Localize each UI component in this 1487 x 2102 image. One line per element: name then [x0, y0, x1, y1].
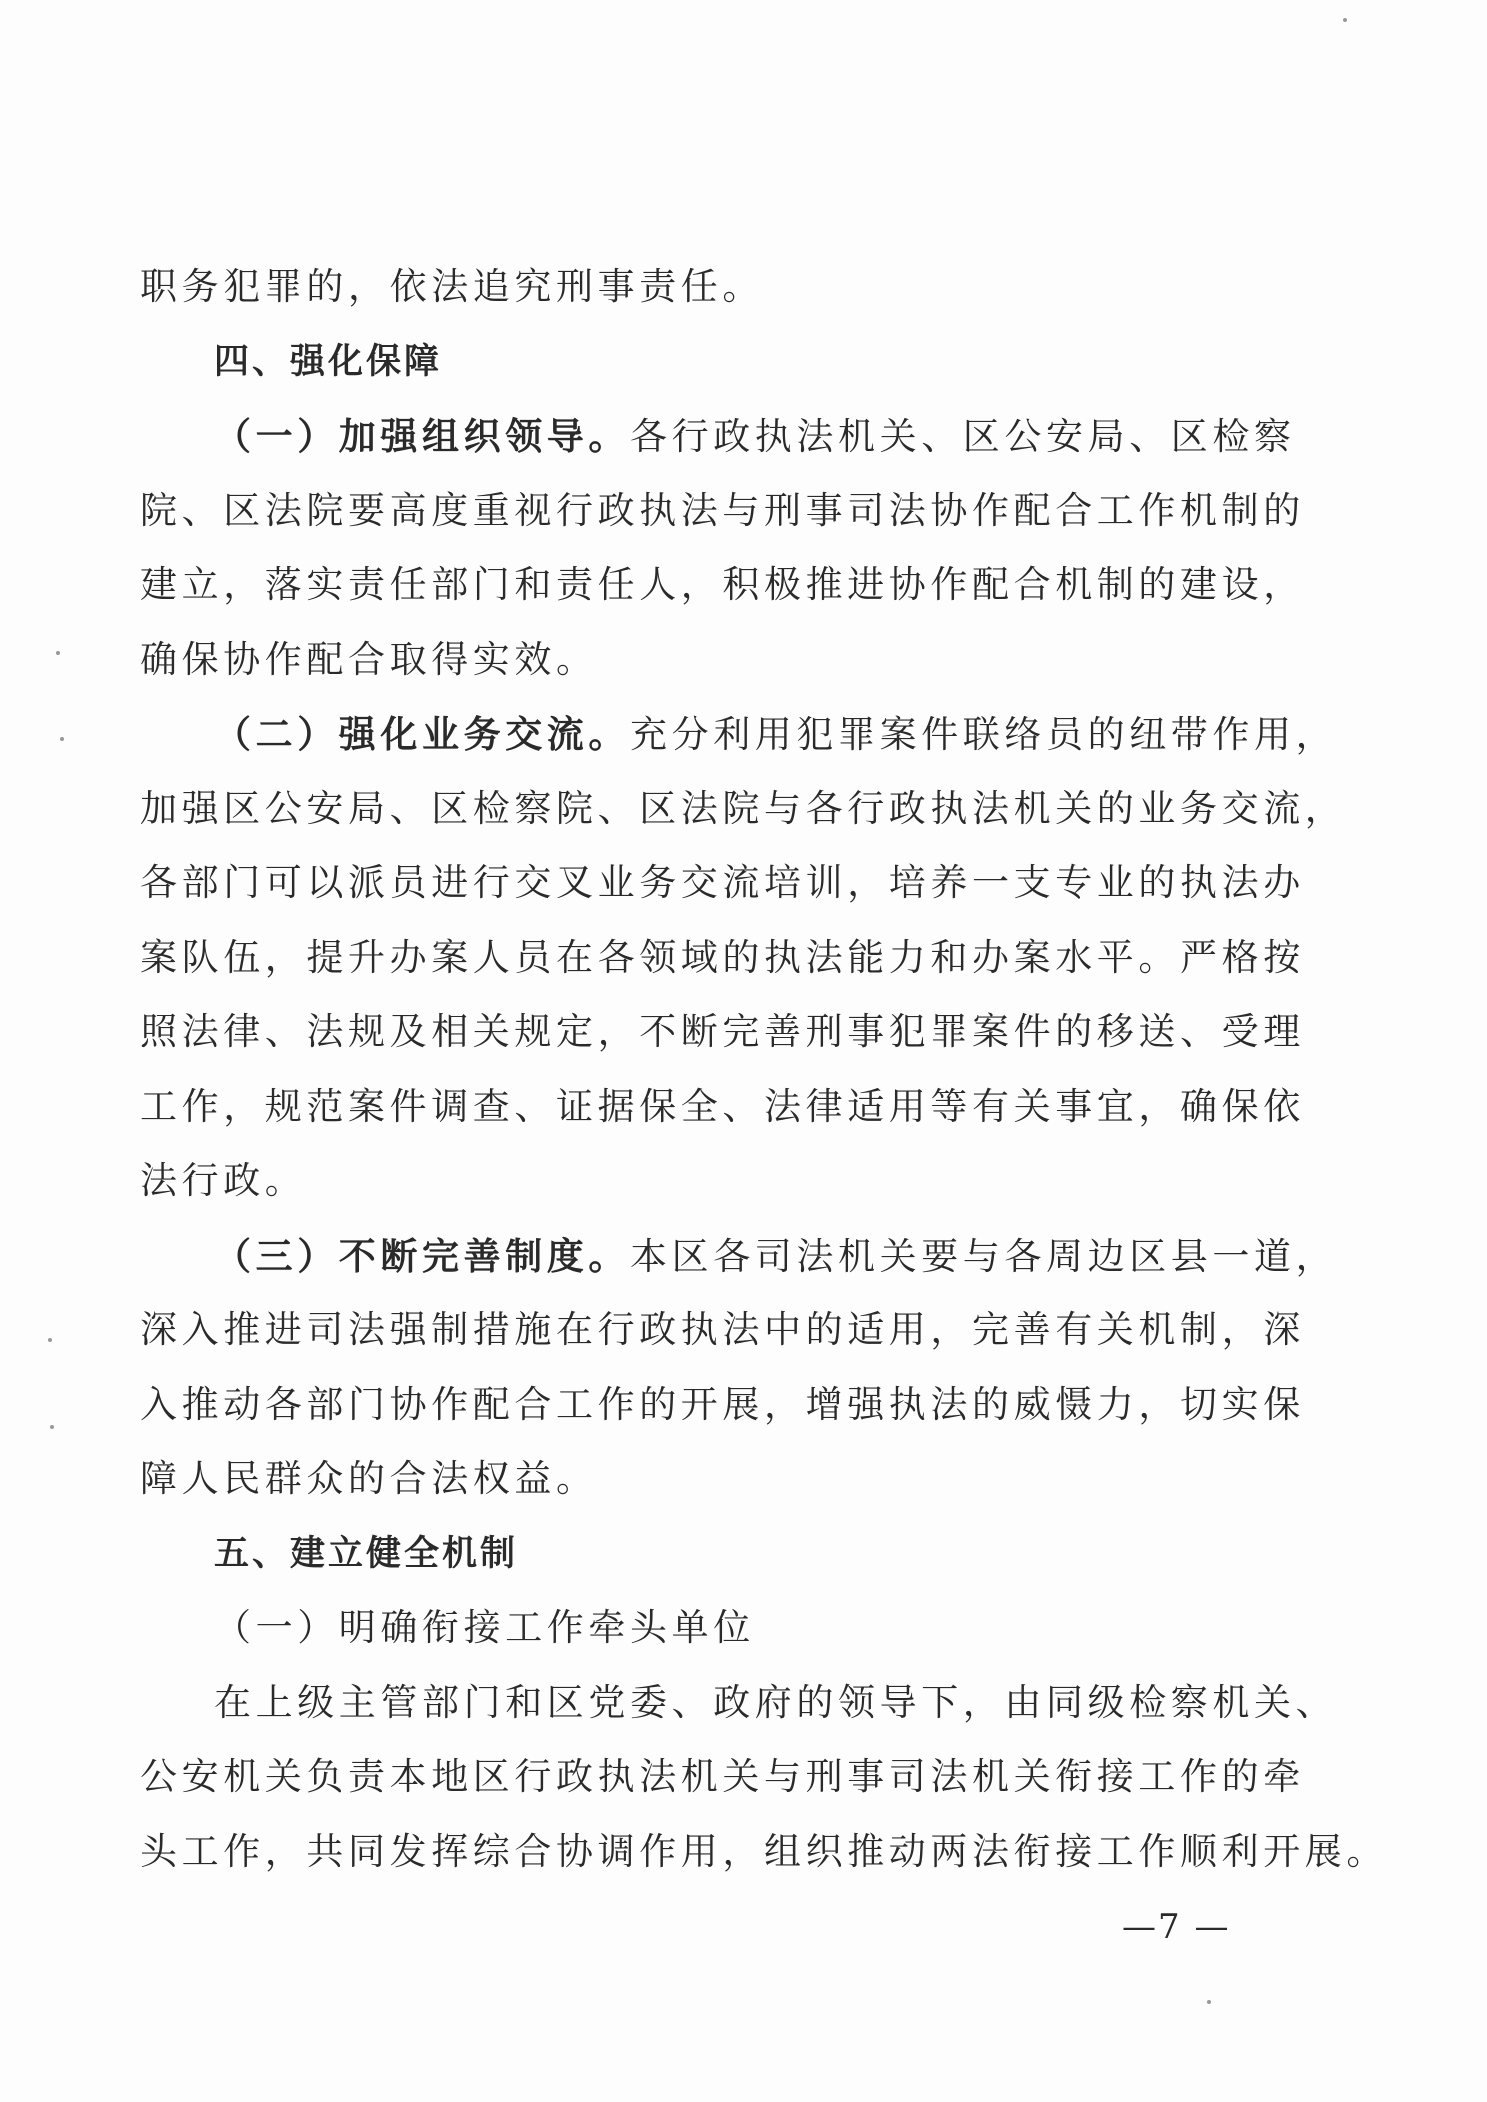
text-run: 各行政执法机关、区公安局、区检察	[630, 415, 1296, 458]
paragraph-line: 障人民群众的合法权益。	[140, 1457, 598, 1500]
paragraph-line	[140, 697, 1338, 772]
paragraph-line	[140, 1219, 1338, 1294]
paragraph-line: 法行政。	[140, 1159, 307, 1202]
section-heading-5: 五、建立健全机制	[214, 1533, 519, 1574]
subheading: （一）加强组织领导。	[214, 414, 630, 458]
paragraph-line: 确保协作配合取得实效。	[140, 637, 598, 681]
text-run: 本区各司法机关要与各周边区县一道，	[630, 1234, 1338, 1278]
paragraph-line: 头工作，共同发挥综合协调作用，组织推动两法衔接工作顺利开展。	[140, 1829, 1388, 1873]
scan-speck	[1343, 18, 1347, 22]
subheading: （三）不断完善制度。	[214, 1233, 630, 1278]
page-number: —7 —	[1122, 1907, 1231, 1947]
subheading-line: （一）明确衔接工作牵头单位	[214, 1606, 755, 1649]
scan-speck	[48, 1338, 52, 1342]
paragraph-line	[140, 399, 1296, 474]
scan-speck	[1207, 2000, 1211, 2004]
paragraph-line: 照法律、法规及相关规定，不断完善刑事犯罪案件的移送、受理	[140, 1010, 1305, 1053]
subheading: （二）强化业务交流。	[214, 712, 630, 756]
scan-speck	[50, 1425, 54, 1429]
text-run: 充分利用犯罪案件联络员的纽带作用，	[630, 713, 1338, 756]
section-heading-4: 四、强化保障	[214, 341, 443, 382]
paragraph-line: 在上级主管部门和区党委、政府的领导下，由同级检察机关、	[214, 1680, 1338, 1724]
paragraph-line: 公安机关负责本地区行政执法机关与刑事司法机关衔接工作的牵	[140, 1755, 1305, 1798]
paragraph-line: 工作，规范案件调查、证据保全、法律适用等有关事宜，确保依	[140, 1084, 1305, 1128]
paragraph-line: 加强区公安局、区检察院、区法院与各行政执法机关的业务交流，	[140, 786, 1347, 830]
paragraph-line: 院、区法院要高度重视行政执法与刑事司法协作配合工作机制的	[140, 488, 1305, 532]
paragraph-line: 案队伍，提升办案人员在各领域的执法能力和办案水平。严格按	[140, 935, 1305, 979]
paragraph-line: 深入推进司法强制措施在行政执法中的适用，完善有关机制，深	[140, 1308, 1305, 1351]
text-line: 职务犯罪的，依法追究刑事责任。	[140, 265, 764, 308]
paragraph-line: 入推动各部门协作配合工作的开展，增强执法的威慑力，切实保	[140, 1382, 1305, 1426]
paragraph-line: 建立，落实责任部门和责任人，积极推进协作配合机制的建设，	[140, 563, 1305, 606]
scan-speck	[56, 651, 60, 655]
scan-speck	[60, 737, 64, 741]
document-body	[140, 250, 1388, 1889]
paragraph-line: 各部门可以派员进行交叉业务交流培训，培养一支专业的执法办	[140, 861, 1305, 904]
